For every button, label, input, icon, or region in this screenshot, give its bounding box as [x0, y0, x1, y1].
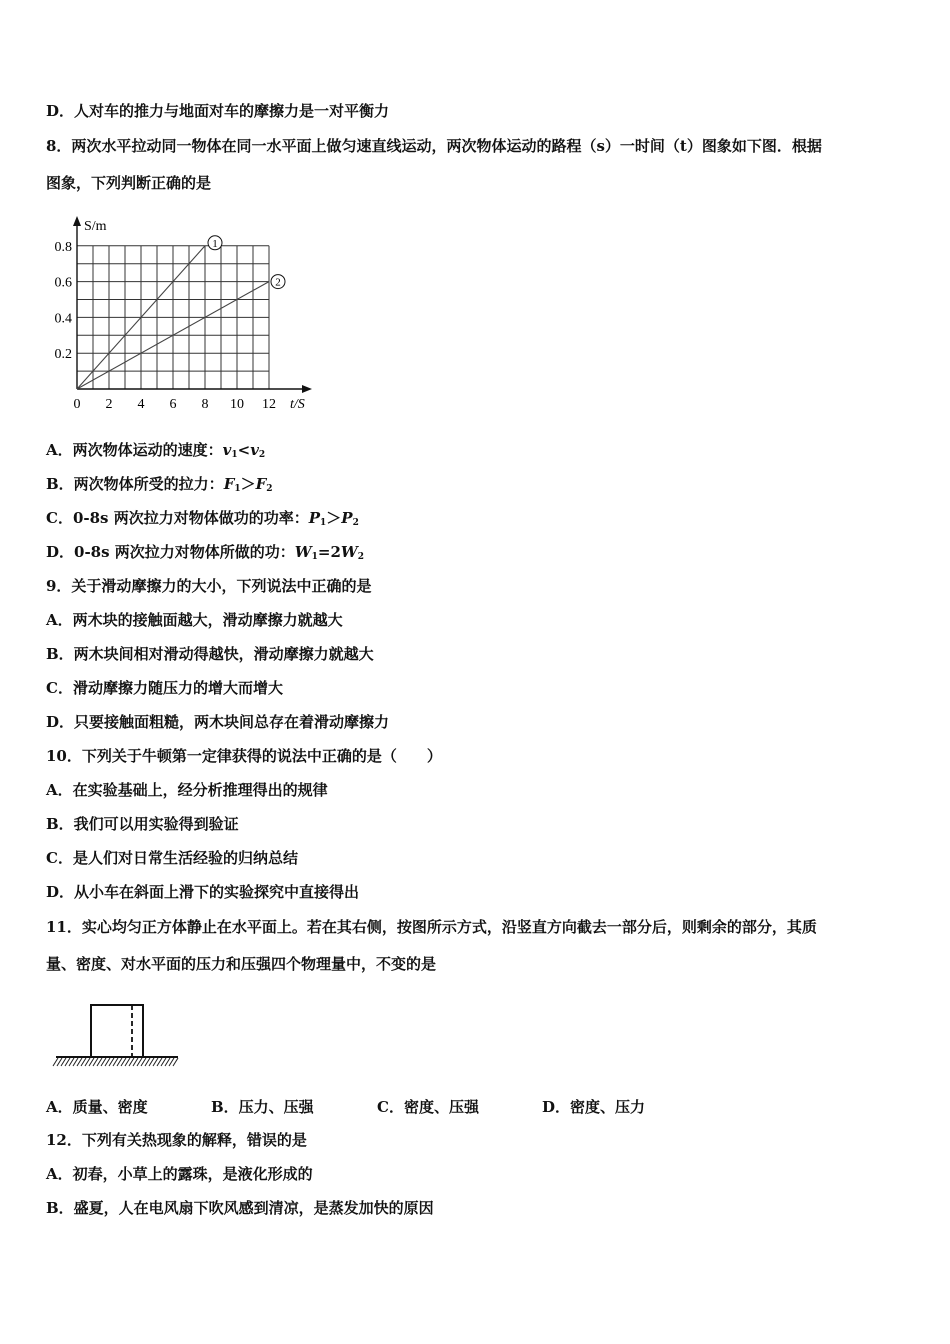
q8-option-c: C．0-8s 两次拉力对物体做功的功率：$P_1>P_2$ — [46, 509, 359, 528]
q9-option-c: C．滑动摩擦力随压力的增大而增大 — [46, 679, 283, 697]
q8-option-d: D．0-8s 两次拉力对物体所做的功：$W_1=2W_2$ — [46, 543, 365, 562]
q10-option-a: A．在实验基础上，经分析推理得出的规律 — [46, 781, 328, 799]
x-axis-arrow — [302, 385, 312, 393]
q11-option-b: B．压力、压强 — [211, 1098, 314, 1116]
q9-stem: 9．关于滑动摩擦力的大小，下列说法中正确的是 — [46, 577, 372, 595]
q12-option-a: A．初春，小草上的露珠，是液化形成的 — [46, 1165, 313, 1183]
x-tick-label: 6 — [169, 397, 177, 412]
graph-ticks — [54, 237, 277, 412]
cube-figure — [52, 1000, 184, 1072]
y-tick-label: 0.8 — [54, 239, 72, 255]
x-tick-label: 0 — [73, 397, 81, 412]
graph-series — [77, 236, 285, 389]
series-label-1: 1 — [212, 237, 218, 250]
ground-hatch — [53, 1058, 178, 1066]
q11-options — [46, 1097, 906, 1117]
y-axis-label: S/m — [84, 219, 107, 234]
q11-option-d: D．密度、压力 — [542, 1098, 646, 1116]
cube — [91, 1005, 143, 1057]
y-tick-label: 0.6 — [54, 275, 72, 291]
graph-grid — [77, 246, 269, 389]
x-tick-label: 8 — [201, 397, 209, 412]
q7-option-d: D．人对车的推力与地面对车的摩擦力是一对平衡力 — [46, 102, 390, 120]
q11-stem-line2: 量、密度、对水平面的压力和压强四个物理量中，不变的是 — [46, 955, 437, 973]
q12-stem: 12．下列有关热现象的解释，错误的是 — [46, 1131, 307, 1149]
x-tick-label: 4 — [137, 397, 145, 412]
q11-stem-line1: 11．实心均匀正方体静止在水平面上。若在其右侧，按图所示方式，沿竖直方向截去一部分后，则剩余的部分，其质 — [46, 918, 817, 936]
q10-option-d: D．从小车在斜面上滑下的实验探究中直接得出 — [46, 883, 360, 901]
q9-option-a: A．两木块的接触面越大，滑动摩擦力就越大 — [46, 611, 343, 629]
q11-option-c: C．密度、压强 — [377, 1098, 479, 1116]
x-axis-label: t/S — [290, 397, 305, 412]
q8-stem-line2: 图象，下列判断正确的是 — [46, 174, 212, 192]
q11-option-a: A．质量、密度 — [46, 1098, 148, 1116]
x-tick-label: 2 — [105, 397, 113, 412]
x-tick-label: 10 — [230, 397, 244, 412]
y-axis-arrow — [73, 216, 81, 226]
q10-option-b: B．我们可以用实验得到验证 — [46, 815, 239, 833]
x-tick-label: 12 — [262, 397, 276, 412]
y-tick-label: 0.4 — [54, 311, 72, 327]
q12-option-b: B．盛夏，人在电风扇下吹风感到清凉，是蒸发加快的原因 — [46, 1199, 434, 1217]
q8-option-b: B．两次物体所受的拉力：$F_1>F_2$ — [46, 475, 273, 494]
q10-stem: 10．下列关于牛顿第一定律获得的说法中正确的是（ ） — [46, 747, 442, 765]
series-label-2: 2 — [275, 276, 281, 289]
q9-option-b: B．两木块间相对滑动得越快，滑动摩擦力就越大 — [46, 645, 374, 663]
y-tick-label: 0.2 — [54, 347, 72, 363]
q9-option-d: D．只要接触面粗糙，两木块间总存在着滑动摩擦力 — [46, 713, 390, 731]
st-graph — [44, 214, 324, 419]
q8-option-a: A．两次物体运动的速度：$v_1<v_2$ — [46, 441, 266, 460]
q10-option-c: C．是人们对日常生活经验的归纳总结 — [46, 849, 298, 867]
q8-stem-line1: 8．两次水平拉动同一物体在同一水平面上做匀速直线运动，两次物体运动的路程（s）一时间（t）图象如下图．根据 — [46, 137, 822, 155]
